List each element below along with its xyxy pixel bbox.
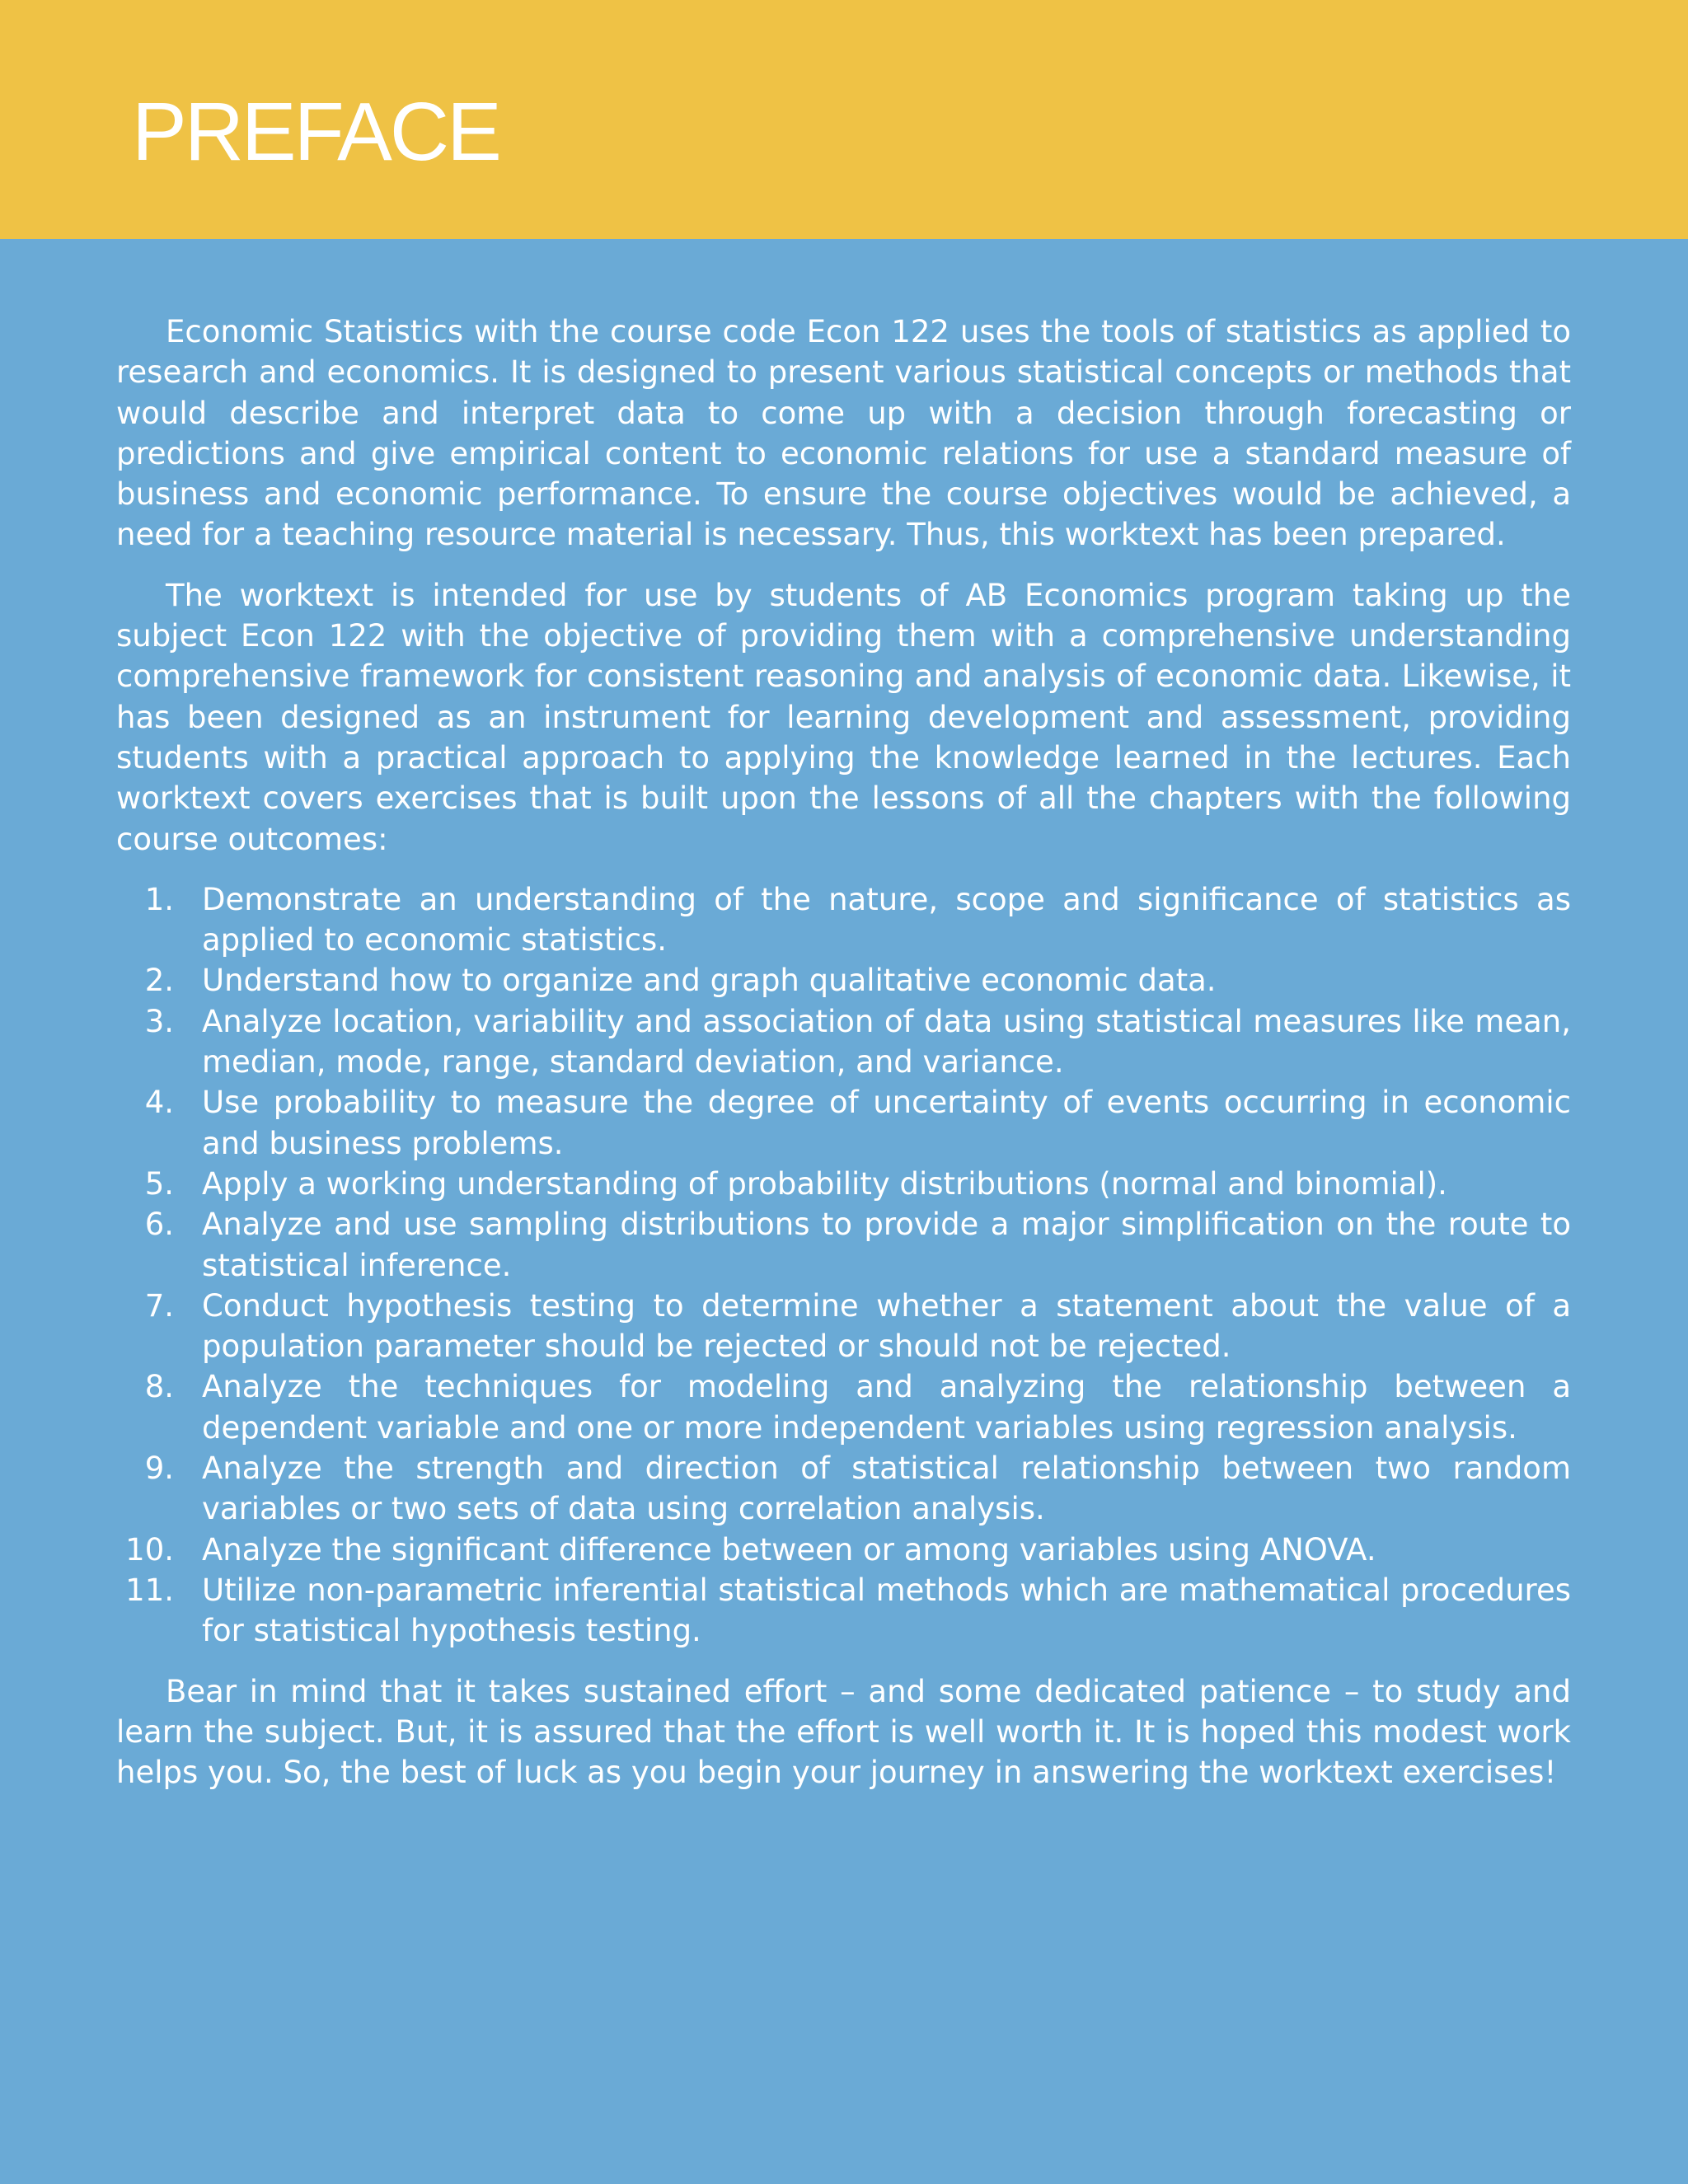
course-outcome (116, 1204, 1571, 1286)
outcome-text: Analyze the strength and direction of statistical relationship between two random variables or two sets of data using correlation analysis. (202, 1451, 1571, 1527)
outcome-number: 5. (144, 1165, 174, 1202)
outcome-number: 11. (125, 1572, 174, 1608)
course-outcome (116, 1448, 1571, 1530)
preface-body (116, 312, 1571, 1812)
course-outcome (116, 960, 1571, 1001)
course-outcome (116, 1164, 1571, 1204)
outcome-text: Analyze location, variability and association of data using statistical measures like mean, median, mode, range, standard deviation, and variance. (202, 1003, 1571, 1080)
outcome-number: 2. (144, 963, 174, 999)
course-outcome (116, 1570, 1571, 1652)
intro-paragraph: Economic Statistics with the course code Econ 122 uses the tools of statistics as applied to research and economics. It is designed to present various statistical concepts or methods that would describe and interpret data to come up with a decision through forecasting or predictions and give empirical content to economic relations for use a standard measure of business and economic performance. To ensure the course objectives would be achieved, a need for a teaching resource material is necessary. Thus, this worktext has been prepared. (116, 314, 1571, 553)
outcome-text: Utilize non-parametric inferential statistical methods which are mathematical procedures for statistical hypothesis testing. (202, 1572, 1571, 1649)
outcome-text: Analyze the techniques for modeling and analyzing the relationship between a dependent variable and one or more independent variables using regression analysis. (202, 1369, 1571, 1446)
outcome-number: 7. (144, 1287, 174, 1324)
course-outcome (116, 879, 1571, 961)
course-outcome (116, 1530, 1571, 1570)
outcome-number: 3. (144, 1003, 174, 1039)
outcome-text: Use probability to measure the degree of uncertainty of events occurring in economic and business problems. (202, 1085, 1571, 1161)
outcome-text: Understand how to organize and graph qualitative economic data. (202, 963, 1217, 999)
outcome-number: 8. (144, 1369, 174, 1405)
outcome-number: 1. (144, 881, 174, 917)
header-band (0, 0, 1688, 239)
outcome-text: Analyze the significant difference between or among variables using ANOVA. (202, 1531, 1376, 1568)
outcome-number: 10. (125, 1531, 174, 1568)
outcome-number: 4. (144, 1085, 174, 1121)
outcome-number: 6. (144, 1207, 174, 1243)
outcome-number: 9. (144, 1451, 174, 1487)
outcome-text: Demonstrate an understanding of the nature, scope and significance of statistics as applied to economic statistics. (202, 881, 1571, 958)
page-title: PREFACE (132, 86, 499, 178)
outcome-text: Apply a working understanding of probability distributions (normal and binomial). (202, 1165, 1447, 1202)
course-outcome (116, 1366, 1571, 1448)
course-outcome (116, 1286, 1571, 1367)
outcome-text: Analyze and use sampling distributions to provide a major simplification on the route to statistical inference. (202, 1207, 1571, 1283)
course-outcomes-list (116, 879, 1571, 1652)
outcome-text: Conduct hypothesis testing to determine whether a statement about the value of a population parameter should be rejected or should not be rejected. (202, 1287, 1571, 1365)
closing-paragraph: Bear in mind that it takes sustained effort – and some dedicated patience – to study and learn the subject. But, it is assured that the effort is well worth it. It is hoped this modest work helps you. So, the best of luck as you begin your journey in answering the worktext exercises! (116, 1673, 1571, 1791)
course-outcome (116, 1082, 1571, 1164)
purpose-paragraph: The worktext is intended for use by students of AB Economics program taking up the subject Econ 122 with the objective of providing them with a comprehensive understanding comprehensive framework for consistent reasoning and analysis of economic data. Likewise, it has been designed as an instrument for learning development and assessment, providing students with a practical approach to applying the knowledge learned in the lectures. Each worktext covers exercises that is built upon the lessons of all the chapters with the following course outcomes: (116, 577, 1571, 857)
course-outcome (116, 1001, 1571, 1083)
